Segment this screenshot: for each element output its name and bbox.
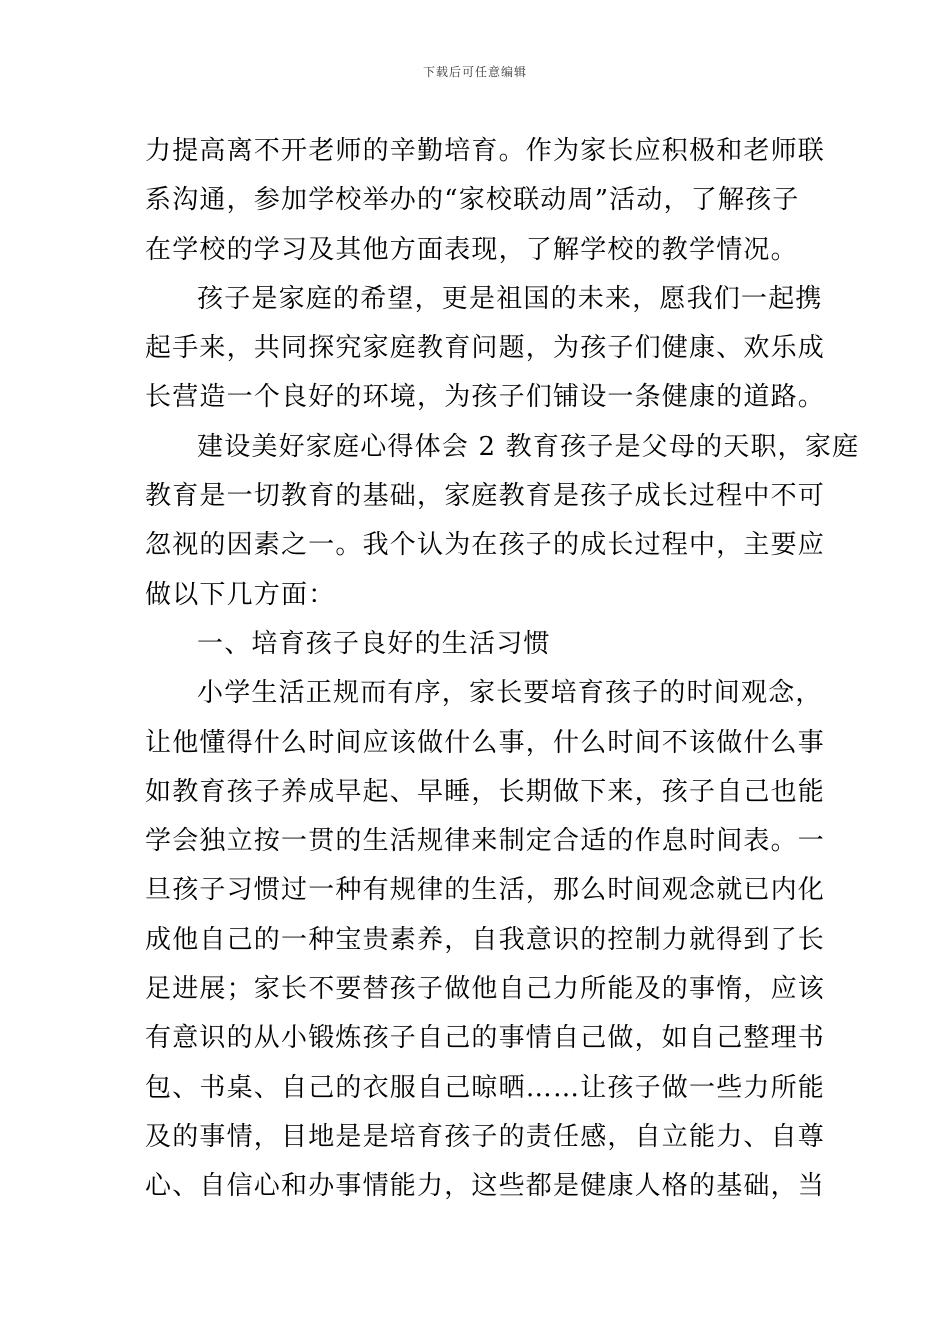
text-line: 小学生活正规而有序，家长要培育孩子的时间观念， [197,678,823,709]
text-line: 及的事情，目地是是培育孩子的责任感，自立能力、自尊 [145,1121,826,1152]
section-heading: 一、培育孩子良好的生活习惯 [197,628,551,659]
text-line: 忽视的因素之一。我个认为在孩子的成长过程中，主要应 [145,530,826,561]
text-line: 旦孩子习惯过一种有规律的生活，那么时间观念就已内化 [145,875,826,906]
text-line: 如教育孩子养成早起、早睡，长期做下来，孩子自己也能 [145,776,826,807]
text-line: 系沟通，参加学校举办的“家校联动周”活动，了解孩子 [145,185,800,216]
text-line: 心、自信心和办事情能力，这些都是健康人格的基础，当 [145,1171,826,1202]
text-line: 长营造一个良好的环境，为孩子们铺设一条健康的道路。 [145,382,826,413]
text-line: 包、书桌、自己的衣服自己晾晒……让孩子做一些力所能 [145,1072,826,1103]
document-body [145,130,860,1215]
text-line: 孩子是家庭的希望，更是祖国的未来，愿我们一起携 [197,283,823,314]
text-line: 有意识的从小锻炼孩子自己的事情自己做，如自己整理书 [145,1023,826,1054]
text-line: 建设美好家庭心得体会 2 教育孩子是父母的天职，家庭 [197,431,860,462]
text-line: 学会独立按一贯的生活规律来制定合适的作息时间表。一 [145,826,826,857]
text-line: 在学校的学习及其他方面表现，了解学校的教学情况。 [145,234,798,265]
text-line: 成他自己的一种宝贵素养，自我意识的控制力就得到了长 [145,924,826,955]
text-line: 做以下几方面： [145,579,336,610]
text-line: 让他懂得什么时间应该做什么事，什么时间不该做什么事 [145,727,826,758]
page-header: 下载后可任意编辑 [422,65,527,79]
text-line: 起手来，共同探究家庭教育问题，为孩子们健康、欢乐成 [145,333,826,364]
text-line: 力提高离不开老师的辛勤培育。作为家长应积极和老师联 [145,136,826,166]
text-line: 足进展；家长不要替孩子做他自己力所能及的事惰，应该 [145,974,826,1005]
text-line: 教育是一切教育的基础，家庭教育是孩子成长过程中不可 [145,481,826,512]
